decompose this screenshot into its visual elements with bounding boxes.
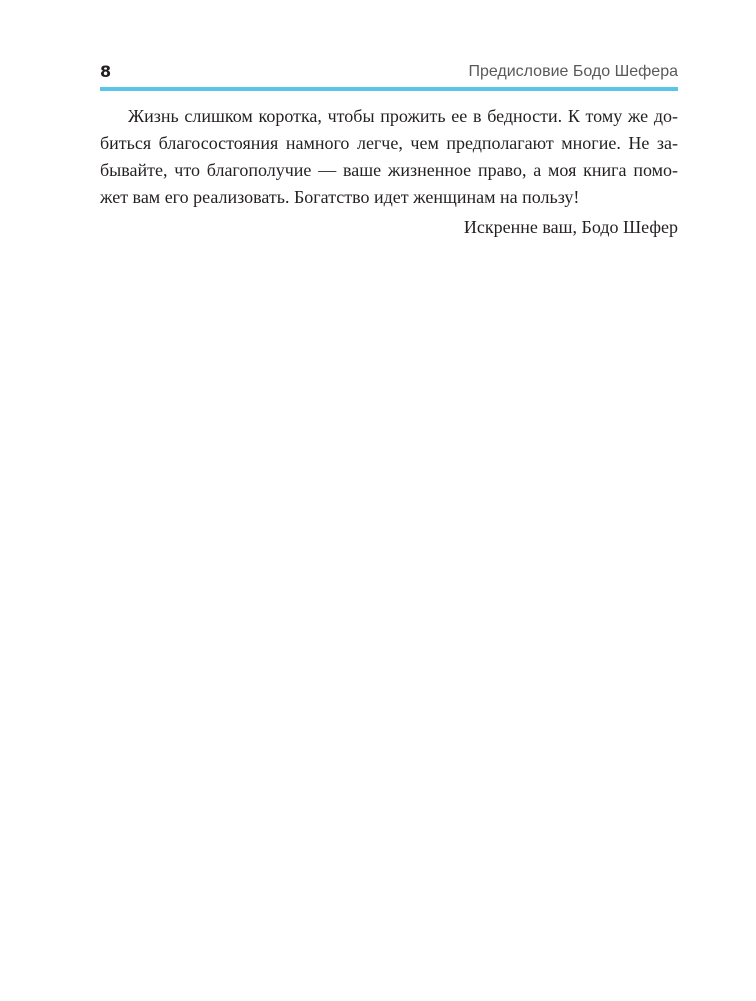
header-rule	[100, 87, 678, 91]
paragraph-line: бывайте, что благополучие — ваше жизненное право, а моя книга помо-	[100, 160, 678, 180]
paragraph-line: жет вам его реализовать. Богатство идет женщинам на пользу!	[100, 187, 580, 207]
body-paragraph	[100, 103, 678, 241]
paragraph-line: биться благосостояния намного легче, чем предполагают многие. Не за-	[100, 133, 678, 153]
paragraph-line: Жизнь слишком коротка, чтобы прожить ее в бедности. К тому же до-	[128, 106, 678, 126]
chapter-title: Предисловие Бодо Шефера	[468, 63, 678, 80]
signature: Искренне ваш, Бодо Шефер	[463, 217, 678, 237]
page-number: 8	[100, 62, 112, 81]
running-head	[100, 60, 678, 86]
